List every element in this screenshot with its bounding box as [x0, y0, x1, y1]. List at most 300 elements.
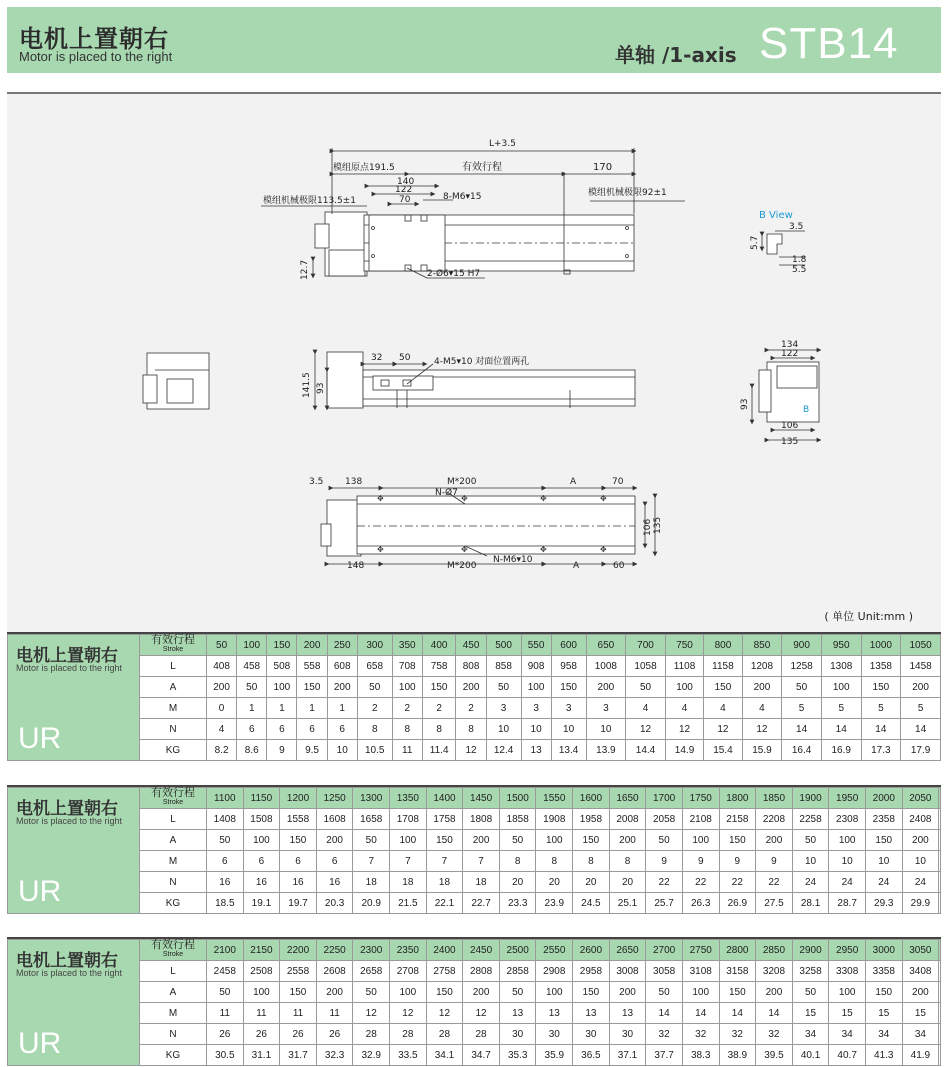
cell-stroke: 1650	[609, 788, 646, 809]
table-row	[8, 677, 941, 698]
row-label-kg: KG	[140, 740, 207, 761]
cell-l: 1258	[782, 656, 822, 677]
cell-m: 9	[646, 851, 683, 872]
front-dim-93: 93	[316, 382, 326, 394]
bottom-n-phi7: N-Ø7	[435, 488, 458, 498]
cell-a: 150	[573, 830, 610, 851]
cell-l: 1808	[463, 809, 500, 830]
cell-a: 200	[316, 830, 353, 851]
cell-l: 1408	[207, 809, 244, 830]
cell-l: 2408	[902, 809, 939, 830]
cell-m: 6	[207, 851, 244, 872]
cell-n: 28	[463, 1024, 500, 1045]
cell-l: 3158	[719, 961, 756, 982]
cell-kg: 20.9	[353, 893, 390, 914]
cell-l: 2708	[390, 961, 427, 982]
svg-text:✥: ✥	[377, 545, 384, 554]
spec-table-2	[7, 787, 941, 914]
stroke-label-en: Stroke	[162, 799, 184, 806]
cell-stroke: 3050	[902, 940, 939, 961]
cell-m: 1	[267, 698, 297, 719]
cell-kg: 13.9	[586, 740, 626, 761]
cell-kg: 26.9	[719, 893, 756, 914]
cell-stroke: 1100	[207, 788, 244, 809]
end-dim-93: 93	[740, 398, 750, 410]
dim-170: 170	[593, 162, 613, 173]
cell-a: 100	[665, 677, 703, 698]
cell-l: 2558	[280, 961, 317, 982]
bottom-n-m6: N-M6▾10	[493, 555, 533, 565]
cell-n: 32	[756, 1024, 793, 1045]
cell-kg: 31.7	[280, 1045, 317, 1066]
cell-kg: 23.3	[499, 893, 536, 914]
cell-n: 12	[704, 719, 742, 740]
cell-n: 18	[390, 872, 427, 893]
cell-l: 458	[237, 656, 267, 677]
cell-m: 5	[821, 698, 861, 719]
cell-l: 758	[422, 656, 456, 677]
cell-n: 8	[357, 719, 392, 740]
cell-l: 1358	[861, 656, 901, 677]
cell-a: 100	[243, 982, 280, 1003]
left-side-view	[143, 353, 209, 409]
cell-n: 4	[207, 719, 237, 740]
cell-n: 6	[267, 719, 297, 740]
cell-stroke: 800	[704, 635, 742, 656]
side-model-code: UR	[18, 875, 62, 908]
row-label-l: L	[140, 961, 207, 982]
cell-l: 1008	[586, 656, 626, 677]
cell-stroke: 250	[327, 635, 357, 656]
cell-l: 3308	[829, 961, 866, 982]
cell-a: 150	[719, 982, 756, 1003]
cell-n: 34	[792, 1024, 829, 1045]
cell-kg	[939, 1045, 941, 1066]
cell-a: 150	[865, 830, 902, 851]
cell-stroke: 450	[456, 635, 486, 656]
cell-l: 1608	[316, 809, 353, 830]
cell-n: 8	[422, 719, 456, 740]
cell-a: 50	[499, 830, 536, 851]
cell-a: 150	[426, 982, 463, 1003]
cell-stroke	[939, 940, 941, 961]
table-row	[8, 698, 941, 719]
bottom-dim-3-5: 3.5	[309, 477, 324, 487]
end-dim-135: 135	[781, 437, 799, 447]
cell-l: 1708	[390, 809, 427, 830]
table-row	[8, 635, 941, 656]
b-view-3-5: 3.5	[789, 222, 804, 232]
cell-m: 12	[426, 1003, 463, 1024]
cell-n: 26	[243, 1024, 280, 1045]
cell-stroke: 1550	[536, 788, 573, 809]
cell-l: 1658	[353, 809, 390, 830]
cell-a: 100	[267, 677, 297, 698]
cell-kg: 25.7	[646, 893, 683, 914]
cell-stroke: 1900	[792, 788, 829, 809]
cell-a: 50	[646, 982, 683, 1003]
svg-text:✥: ✥	[461, 494, 468, 503]
cell-m: 14	[719, 1003, 756, 1024]
cell-a: 200	[316, 982, 353, 1003]
cell-a: 50	[207, 830, 244, 851]
cell-kg	[939, 893, 941, 914]
table-row	[8, 656, 941, 677]
cell-a: 100	[390, 830, 427, 851]
cell-l: 2208	[756, 809, 793, 830]
cell-m: 9	[756, 851, 793, 872]
cell-m: 2	[357, 698, 392, 719]
cell-m: 7	[463, 851, 500, 872]
cell-stroke: 50	[207, 635, 237, 656]
cell-l: 1758	[426, 809, 463, 830]
cell-l: 2858	[499, 961, 536, 982]
cell-m: 10	[902, 851, 939, 872]
row-label-n: N	[140, 872, 207, 893]
cell-n: 18	[463, 872, 500, 893]
bottom-dim-148: 148	[347, 561, 365, 571]
cell-m: 4	[742, 698, 782, 719]
cell-a: 50	[353, 830, 390, 851]
dim-effective-stroke: 有效行程	[462, 162, 502, 173]
stroke-label-en: Stroke	[162, 646, 184, 653]
cell-l: 1558	[280, 809, 317, 830]
cell-l: 908	[521, 656, 551, 677]
cell-m: 8	[609, 851, 646, 872]
cell-n: 10	[551, 719, 586, 740]
cell-n: 24	[865, 872, 902, 893]
cell-n: 8	[456, 719, 486, 740]
cell-stroke: 2000	[865, 788, 902, 809]
cell-l: 1158	[704, 656, 742, 677]
cell-n: 12	[742, 719, 782, 740]
front-dim-141-5: 141.5	[302, 372, 312, 398]
cell-l: 3358	[865, 961, 902, 982]
cell-m: 0	[207, 698, 237, 719]
cell-stroke: 150	[267, 635, 297, 656]
cell-kg: 28.7	[829, 893, 866, 914]
cell-l: 3258	[792, 961, 829, 982]
cell-m: 8	[499, 851, 536, 872]
b-view-title: B View	[759, 210, 793, 221]
cell-l: 858	[486, 656, 521, 677]
table-row	[8, 940, 941, 961]
cell-kg: 35.9	[536, 1045, 573, 1066]
cell-n: 22	[719, 872, 756, 893]
cell-a: 150	[297, 677, 327, 698]
table-row	[8, 961, 941, 982]
dim-limit-right: 模组机械极限92±1	[588, 188, 667, 198]
cell-l: 1458	[901, 656, 941, 677]
cell-kg: 15.9	[742, 740, 782, 761]
cell-m: 1	[297, 698, 327, 719]
cell-m: 8	[573, 851, 610, 872]
cell-l: 3008	[609, 961, 646, 982]
cell-l	[939, 961, 941, 982]
cell-stroke: 2100	[207, 940, 244, 961]
table-row	[8, 788, 941, 809]
cell-m: 7	[426, 851, 463, 872]
b-view-5-7: 5.7	[750, 235, 760, 250]
cell-m: 15	[792, 1003, 829, 1024]
cell-kg: 36.5	[573, 1045, 610, 1066]
cell-m: 5	[782, 698, 822, 719]
cell-l: 2308	[829, 809, 866, 830]
cell-stroke: 1450	[463, 788, 500, 809]
cell-l: 3108	[682, 961, 719, 982]
cell-n: 28	[353, 1024, 390, 1045]
cell-kg: 29.3	[865, 893, 902, 914]
table-row	[8, 872, 941, 893]
front-dim-32: 32	[371, 353, 383, 363]
cell-kg: 26.3	[682, 893, 719, 914]
cell-m: 8	[536, 851, 573, 872]
cell-m: 3	[586, 698, 626, 719]
cell-l: 808	[456, 656, 486, 677]
cell-a: 50	[782, 677, 822, 698]
cell-n: 20	[536, 872, 573, 893]
cell-n: 26	[207, 1024, 244, 1045]
cell-l: 508	[267, 656, 297, 677]
cell-m: 6	[243, 851, 280, 872]
cell-kg: 34.1	[426, 1045, 463, 1066]
svg-text:✥: ✥	[600, 494, 607, 503]
cell-n: 32	[646, 1024, 683, 1045]
cell-kg: 28.1	[792, 893, 829, 914]
table-row	[8, 740, 941, 761]
cell-kg: 34.7	[463, 1045, 500, 1066]
cell-a: 150	[422, 677, 456, 698]
stroke-header-label	[140, 635, 207, 656]
cell-a: 100	[682, 830, 719, 851]
cell-l: 1858	[499, 809, 536, 830]
cell-m	[939, 851, 941, 872]
dim-pin-holes: 2-Ø6▾15 H7	[427, 269, 481, 279]
row-label-m: M	[140, 1003, 207, 1024]
svg-text:✥: ✥	[377, 494, 384, 503]
cell-m: 7	[390, 851, 427, 872]
cell-a: 150	[573, 982, 610, 1003]
technical-drawing	[7, 92, 941, 634]
cell-kg: 32.3	[316, 1045, 353, 1066]
table-row	[8, 830, 941, 851]
cell-kg: 14.4	[626, 740, 666, 761]
row-label-l: L	[140, 809, 207, 830]
cell-m: 10	[865, 851, 902, 872]
cell-kg: 11	[392, 740, 422, 761]
cell-kg: 21.5	[390, 893, 427, 914]
cell-kg: 33.5	[390, 1045, 427, 1066]
cell-kg: 30.5	[207, 1045, 244, 1066]
cell-stroke: 2300	[353, 940, 390, 961]
cell-stroke: 2350	[390, 940, 427, 961]
cell-n: 16	[243, 872, 280, 893]
cell-n: 6	[327, 719, 357, 740]
cell-a: 200	[463, 982, 500, 1003]
cell-stroke: 350	[392, 635, 422, 656]
cell-l: 2008	[609, 809, 646, 830]
cell-stroke: 900	[782, 635, 822, 656]
cell-a: 100	[821, 677, 861, 698]
svg-text:✥: ✥	[600, 545, 607, 554]
cell-kg: 39.5	[756, 1045, 793, 1066]
cell-kg: 10	[327, 740, 357, 761]
end-b-label: B	[803, 405, 810, 415]
cell-kg: 40.1	[792, 1045, 829, 1066]
cell-l: 2808	[463, 961, 500, 982]
cell-n: 18	[426, 872, 463, 893]
cell-a: 200	[609, 830, 646, 851]
cell-n: 14	[821, 719, 861, 740]
cell-n: 12	[665, 719, 703, 740]
cell-stroke: 200	[297, 635, 327, 656]
cell-stroke: 1500	[499, 788, 536, 809]
front-holes: 4-M5▾10 对面位置两孔	[434, 357, 530, 367]
side-title-cn: 电机上置朝右	[16, 799, 118, 818]
cell-l: 958	[551, 656, 586, 677]
cell-l: 1058	[626, 656, 666, 677]
cell-a: 100	[682, 982, 719, 1003]
front-dim-50: 50	[399, 353, 411, 363]
row-label-a: A	[140, 830, 207, 851]
cell-n: 24	[902, 872, 939, 893]
cell-a: 50	[792, 982, 829, 1003]
cell-l: 2908	[536, 961, 573, 982]
cell-l: 3208	[756, 961, 793, 982]
side-model-code: UR	[18, 1027, 62, 1060]
cell-l: 2658	[353, 961, 390, 982]
cell-n: 34	[902, 1024, 939, 1045]
cell-kg: 9	[267, 740, 297, 761]
cell-a: 150	[704, 677, 742, 698]
cell-a: 50	[353, 982, 390, 1003]
cell-n: 10	[521, 719, 551, 740]
cell-kg: 20.3	[316, 893, 353, 914]
cell-n: 24	[829, 872, 866, 893]
cell-n	[939, 872, 941, 893]
cell-a: 100	[829, 830, 866, 851]
bottom-dim-60: 60	[613, 561, 625, 571]
cell-m: 15	[865, 1003, 902, 1024]
cell-a: 200	[901, 677, 941, 698]
table-row	[8, 982, 941, 1003]
cell-a: 150	[861, 677, 901, 698]
cell-l: 2158	[719, 809, 756, 830]
header-title-cn: 电机上置朝右	[19, 25, 169, 53]
cell-n: 14	[901, 719, 941, 740]
side-panel	[8, 788, 140, 914]
cell-a	[939, 830, 941, 851]
cell-a: 100	[243, 830, 280, 851]
cell-l: 1308	[821, 656, 861, 677]
cell-stroke: 1950	[829, 788, 866, 809]
row-label-kg: KG	[140, 1045, 207, 1066]
cell-stroke: 2750	[682, 940, 719, 961]
bottom-dim-a-bottom: A	[573, 561, 580, 571]
cell-a: 150	[426, 830, 463, 851]
cell-m: 12	[353, 1003, 390, 1024]
cell-l: 558	[297, 656, 327, 677]
row-label-m: M	[140, 851, 207, 872]
bottom-dim-138: 138	[345, 477, 363, 487]
cell-a	[939, 982, 941, 1003]
cell-m: 3	[521, 698, 551, 719]
cell-n: 32	[719, 1024, 756, 1045]
cell-l: 2108	[682, 809, 719, 830]
cell-n: 32	[682, 1024, 719, 1045]
bottom-dim-135: 135	[653, 516, 663, 534]
cell-a: 200	[463, 830, 500, 851]
table-row	[8, 1045, 941, 1066]
cell-stroke: 1050	[901, 635, 941, 656]
cell-n: 20	[609, 872, 646, 893]
bottom-dim-m200-bottom: M*200	[447, 561, 477, 571]
cell-kg: 22.7	[463, 893, 500, 914]
cell-n: 20	[573, 872, 610, 893]
cell-a: 100	[392, 677, 422, 698]
cell-l: 2608	[316, 961, 353, 982]
cell-n: 28	[426, 1024, 463, 1045]
cell-l: 2758	[426, 961, 463, 982]
cell-a: 50	[207, 982, 244, 1003]
cell-l: 2358	[865, 809, 902, 830]
cell-l: 2508	[243, 961, 280, 982]
header-title-en: Motor is placed to the right	[19, 49, 173, 64]
dim-holes-m6: 8-M6▾15	[443, 192, 482, 202]
row-label-a: A	[140, 982, 207, 1003]
cell-m: 4	[665, 698, 703, 719]
cell-stroke: 2200	[280, 940, 317, 961]
cell-m: 14	[756, 1003, 793, 1024]
stroke-label-en: Stroke	[162, 951, 184, 958]
cell-n: 22	[646, 872, 683, 893]
cell-m: 14	[682, 1003, 719, 1024]
cell-stroke: 700	[626, 635, 666, 656]
cell-m: 15	[829, 1003, 866, 1024]
cell-a: 100	[521, 677, 551, 698]
cell-n: 10	[486, 719, 521, 740]
cell-m: 12	[463, 1003, 500, 1024]
cell-m: 13	[536, 1003, 573, 1024]
cell-n: 12	[626, 719, 666, 740]
cell-m: 5	[861, 698, 901, 719]
cell-a: 200	[742, 677, 782, 698]
cell-a: 150	[719, 830, 756, 851]
cell-kg: 37.1	[609, 1045, 646, 1066]
cell-stroke: 1400	[426, 788, 463, 809]
cell-a: 200	[756, 982, 793, 1003]
cell-stroke: 100	[237, 635, 267, 656]
table-row	[8, 719, 941, 740]
cell-n: 18	[353, 872, 390, 893]
cell-m: 15	[902, 1003, 939, 1024]
cell-a: 200	[207, 677, 237, 698]
cell-n: 14	[782, 719, 822, 740]
cell-stroke: 1750	[682, 788, 719, 809]
cell-l: 3058	[646, 961, 683, 982]
cell-n: 34	[865, 1024, 902, 1045]
table-row	[8, 893, 941, 914]
cell-stroke: 1200	[280, 788, 317, 809]
cell-a: 100	[829, 982, 866, 1003]
table-row	[8, 809, 941, 830]
page-header	[7, 7, 941, 73]
cell-n: 22	[682, 872, 719, 893]
cell-l: 1958	[573, 809, 610, 830]
row-label-l: L	[140, 656, 207, 677]
cell-m: 4	[626, 698, 666, 719]
cell-kg: 22.1	[426, 893, 463, 914]
